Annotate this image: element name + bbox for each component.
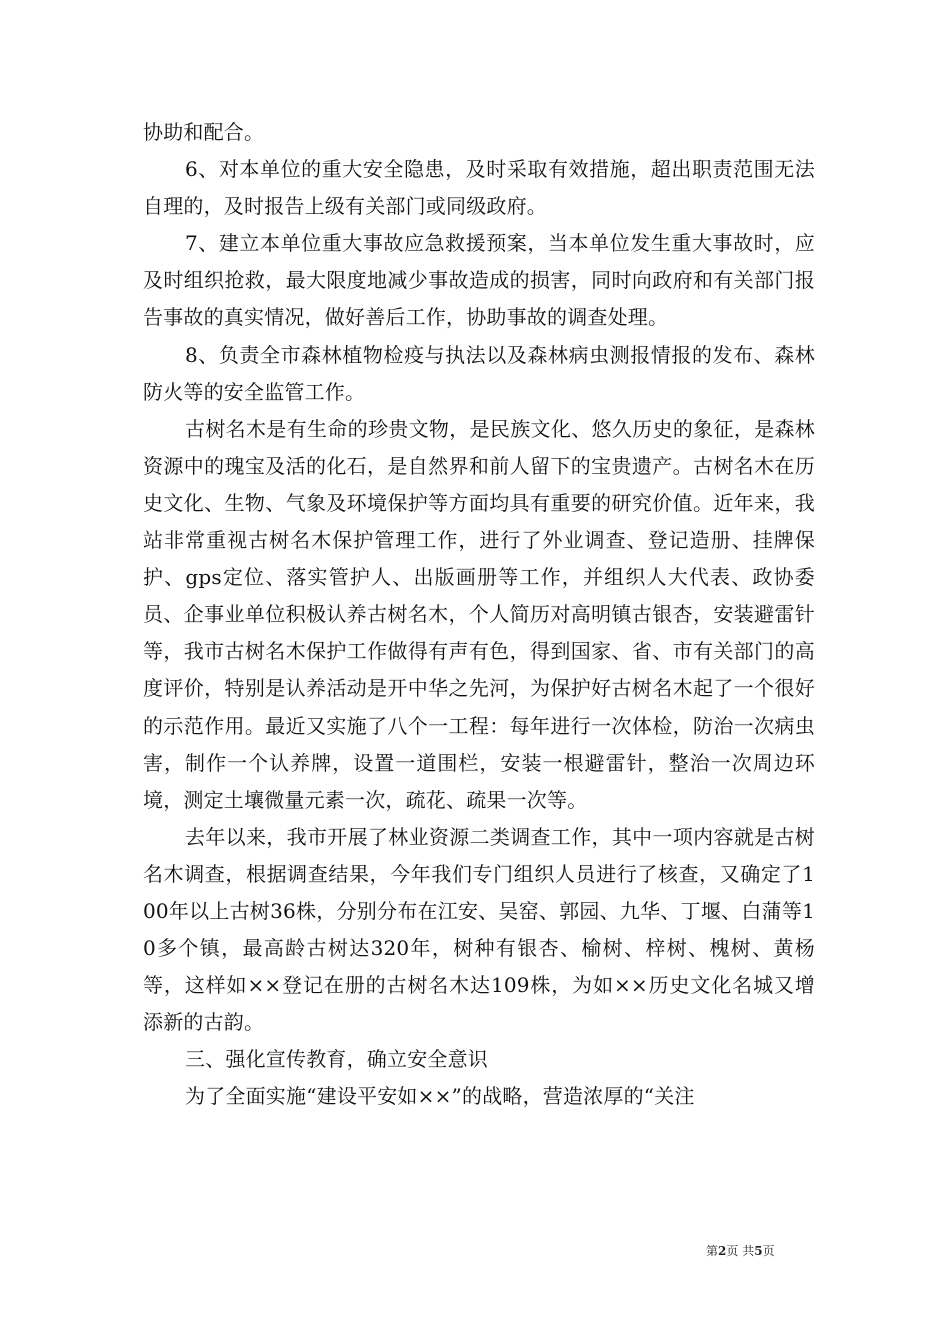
paragraph-3: 7、建立本单位重大事故应急救援预案，当本单位发生重大事故时，应及时组织抢救，最大限度地减少事故造成的损害，同时向政府和有关部门报告事故的真实情况，做好善后工作，协助事故的调查处理。: [143, 231, 815, 330]
footer-prefix: 第: [706, 1244, 719, 1258]
paragraph-6: 去年以来，我市开展了林业资源二类调查工作，其中一项内容就是古树名木调查，根据调查结果，今年我们专门组织人员进行了核查，又确定了100年以上古树36株，分别分布在江安、吴窑、郭园、九华、丁堰、白蒲等10多个镇，最高龄古树达320年，树种有银杏、榆树、梓树、槐树、黄杨等，这样如××登记在册的古树名木达109株，为如××历史文化名城又增添新的古韵。: [143, 824, 815, 1035]
paragraph-4: 8、负责全市森林植物检疫与执法以及森林病虫测报情报的发布、森林防火等的安全监管工作。: [143, 342, 815, 404]
page-footer: [706, 1243, 775, 1259]
paragraph-7: 为了全面实施“建设平安如××”的战略，营造浓厚的“关注: [185, 1084, 695, 1109]
paragraph-1: 协助和配合。: [143, 120, 265, 144]
footer-total-pages: 5: [754, 1244, 763, 1258]
footer-middle: 页 共: [726, 1244, 755, 1258]
footer-current-page: 2: [718, 1244, 727, 1258]
paragraph-2: 6、对本单位的重大安全隐患，及时采取有效措施，超出职责范围无法自理的，及时报告上级有关部门或同级政府。: [143, 157, 815, 219]
document-body: [143, 114, 815, 1116]
section-heading: 三、强化宣传教育，确立安全意识: [185, 1047, 488, 1072]
paragraph-5: 古树名木是有生命的珍贵文物，是民族文化、悠久历史的象征，是森林资源中的瑰宝及活的化石，是自然界和前人留下的宝贵遗产。古树名木在历史文化、生物、气象及环境保护等方面均具有重要的研究价值。近年来，我站非常重视古树名木保护管理工作，进行了外业调查、登记造册、挂牌保护、gps定位、落实管护人、出版画册等工作，并组织人大代表、政协委员、企事业单位积极认养古树名木，个人简历对高明镇古银杏，安装避雷针等，我市古树名木保护工作做得有声有色，得到国家、省、市有关部门的高度评价，特别是认养活动是开中华之先河，为保护好古树名木起了一个很好的示范作用。最近又实施了八个一工程：每年进行一次体检，防治一次病虫害，制作一个认养牌，设置一道围栏，安装一根避雷针，整治一次周边环境，测定土壤微量元素一次，疏花、疏果一次等。: [143, 416, 815, 812]
footer-suffix: 页: [762, 1244, 775, 1258]
